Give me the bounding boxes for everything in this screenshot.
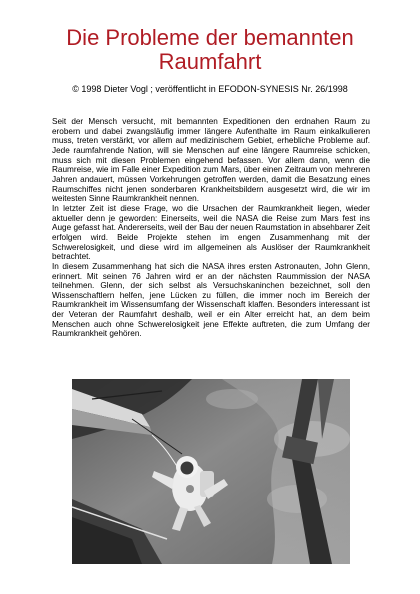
title-line-1: Die Probleme der bemannten	[66, 25, 354, 50]
copyright-notice: © 1998 Dieter Vogl ; veröffentlicht in EFODON-SYNESIS Nr. 26/1998	[72, 84, 348, 94]
astronaut-spacewalk-photo	[72, 379, 350, 564]
paragraph-3: In diesem Zusammenhang hat sich die NASA ihres ersten Astronauten, John Glenn, erinnert. Mit seinen 76 Jahren wird er an der nächsten Raummission der NASA teilnehmen. Glenn, der sich selbst als Versuchskaninchen bezeichnet, soll den Wissenschaftlern helfen, jene Lücken zu füllen, die immer noch im Bereich der Raumkrankheit im Wissensumfang der Wissenschaft klaffen. Besonders interessant ist der Veteran der Raumfahrt deshalb, weil er ein Alter erreicht hat, an dem beim Menschen auch ohne Schwerelosigkeit jene Effekte auftreten, die zum Umfang der Raumkrankheit gehören.	[52, 261, 370, 339]
document-title	[40, 26, 380, 74]
title-line-2: Raumfahrt	[158, 49, 262, 74]
paragraph-1: Seit der Mensch versucht, mit bemannten Expeditionen den erdnahen Raum zu erobern und dabei zwangsläufig immer längere Aufenthalte im Raum einkalkulieren muss, treten verstärkt, vor allem auf medizinischem Gebiet, erhebliche Probleme auf. Jede raumfahrende Nation, will sie Menschen auf eine längere Raumreise schicken, muss sich mit diesen Problemen eingehend befassen. Vor allem dann, wenn die Raumreise, wie im Falle einer Expedition zum Mars, über einen Zeitraum von mehreren Jahren andauert, müssen Vorkehrungen getroffen werden, damit die Besatzung eines Raumschiffes nicht jenen sonderbaren Krankheitsbildern ausgesetzt wird, die wir im weitesten Sinne Raumkrankheit nennen.	[52, 117, 370, 204]
paragraph-2: In letzter Zeit ist diese Frage, wo die Ursachen der Raumkrankheit liegen, wieder aktueller denn je geworden: Einerseits, weil die NASA die Reise zum Mars fest ins Auge gefasst hat. Andererseits, weil der Bau der neuen Raumstation in absehbarer Zeit erfolgen wird. Beide Projekte stehen im engen Zusammenhang mit der Schwerelosigkeit, und diese wird im allgemeinen als Auslöser der Raumkrankheit betrachtet.	[52, 203, 370, 262]
article-body	[52, 117, 370, 339]
